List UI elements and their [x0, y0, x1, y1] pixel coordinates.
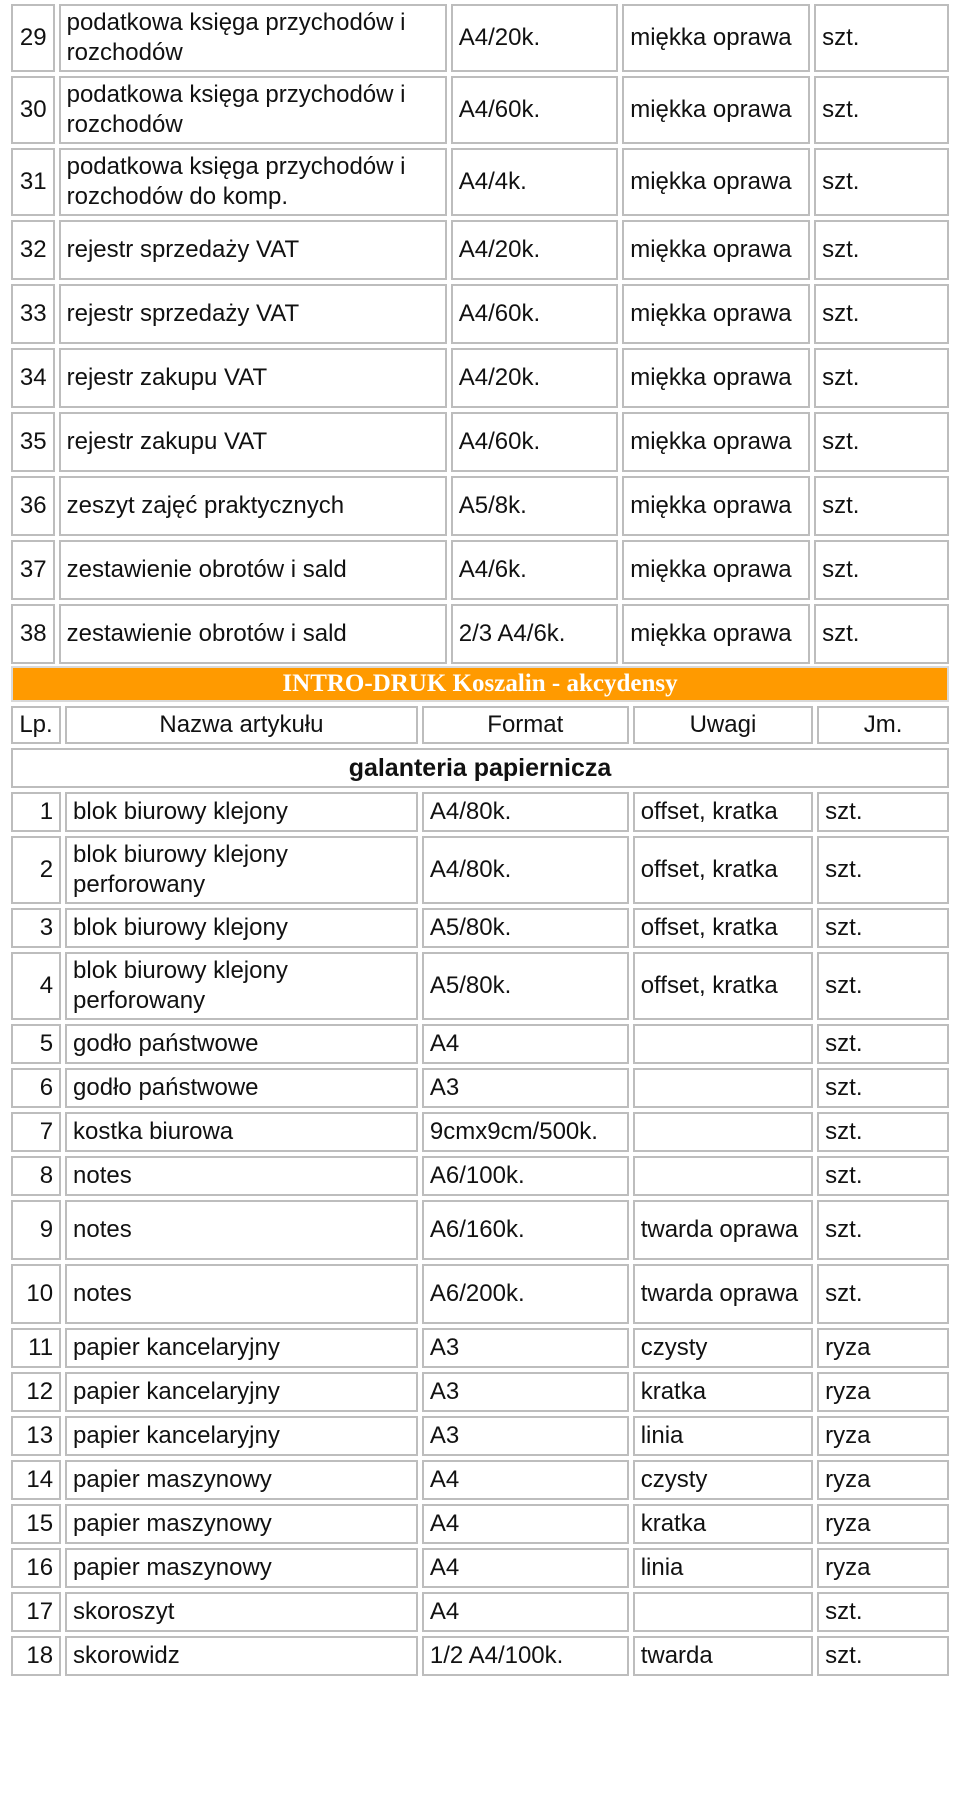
cell-name: papier maszynowy: [65, 1460, 418, 1500]
cell-name: skorowidz: [65, 1636, 418, 1676]
cell-lp: 33: [11, 284, 55, 344]
cell-notes: [633, 1024, 813, 1064]
cell-format: A4: [422, 1548, 629, 1588]
cell-unit: szt.: [817, 1200, 949, 1260]
cell-name: papier kancelaryjny: [65, 1372, 418, 1412]
cell-lp: 11: [11, 1328, 61, 1368]
cell-unit: ryza: [817, 1416, 949, 1456]
section-heading-row: [11, 748, 949, 788]
cell-lp: 30: [11, 76, 55, 144]
cell-name: notes: [65, 1200, 418, 1260]
section-title: galanteria papiernicza: [11, 748, 949, 788]
table-row: [11, 1328, 949, 1368]
table-row: [11, 1024, 949, 1064]
cell-name: zeszyt zajęć praktycznych: [59, 476, 447, 536]
cell-lp: 16: [11, 1548, 61, 1588]
cell-notes: miękka oprawa: [622, 348, 810, 408]
cell-name: notes: [65, 1264, 418, 1324]
cell-name: zestawienie obrotów i sald: [59, 604, 447, 664]
cell-lp: 3: [11, 908, 61, 948]
cell-unit: szt.: [817, 836, 949, 904]
cell-unit: ryza: [817, 1548, 949, 1588]
price-list-page: [7, 0, 953, 1680]
cell-unit: ryza: [817, 1372, 949, 1412]
cell-format: A4/60k.: [451, 76, 619, 144]
cell-unit: szt.: [817, 908, 949, 948]
cell-notes: offset, kratka: [633, 836, 813, 904]
cell-name: godło państwowe: [65, 1068, 418, 1108]
cell-name: rejestr sprzedaży VAT: [59, 284, 447, 344]
table-row: [11, 284, 949, 344]
cell-name: rejestr sprzedaży VAT: [59, 220, 447, 280]
cell-name: skoroszyt: [65, 1592, 418, 1632]
cell-lp: 14: [11, 1460, 61, 1500]
table-row: [11, 540, 949, 600]
table-row: [11, 1372, 949, 1412]
cell-format: A5/8k.: [451, 476, 619, 536]
cell-lp: 17: [11, 1592, 61, 1632]
table-row: [11, 1636, 949, 1676]
cell-format: A4: [422, 1504, 629, 1544]
cell-format: A4: [422, 1024, 629, 1064]
cell-unit: szt.: [817, 1024, 949, 1064]
cell-notes: miękka oprawa: [622, 476, 810, 536]
cell-unit: szt.: [817, 792, 949, 832]
cell-notes: linia: [633, 1416, 813, 1456]
header-unit: Jm.: [817, 706, 949, 744]
price-list-table-bottom: [7, 662, 953, 1680]
table-row: [11, 1548, 949, 1588]
header-notes: Uwagi: [633, 706, 813, 744]
table-row: [11, 1156, 949, 1196]
banner-title: INTRO-DRUK Koszalin - akcydensy: [11, 666, 949, 702]
cell-lp: 9: [11, 1200, 61, 1260]
table-row: [11, 1264, 949, 1324]
header-lp: Lp.: [11, 706, 61, 744]
cell-format: A4: [422, 1460, 629, 1500]
cell-notes: miękka oprawa: [622, 540, 810, 600]
cell-unit: szt.: [814, 76, 949, 144]
table-row: [11, 1068, 949, 1108]
cell-notes: miękka oprawa: [622, 148, 810, 216]
cell-lp: 8: [11, 1156, 61, 1196]
cell-lp: 6: [11, 1068, 61, 1108]
table-row: [11, 1460, 949, 1500]
cell-lp: 29: [11, 4, 55, 72]
cell-name: godło państwowe: [65, 1024, 418, 1064]
cell-lp: 37: [11, 540, 55, 600]
cell-unit: ryza: [817, 1328, 949, 1368]
cell-notes: linia: [633, 1548, 813, 1588]
cell-unit: szt.: [814, 148, 949, 216]
bottom-rows: [11, 792, 949, 1676]
cell-notes: twarda oprawa: [633, 1264, 813, 1324]
table-row: [11, 412, 949, 472]
cell-notes: twarda: [633, 1636, 813, 1676]
cell-unit: szt.: [817, 1636, 949, 1676]
cell-name: notes: [65, 1156, 418, 1196]
header-name: Nazwa artykułu: [65, 706, 418, 744]
cell-notes: czysty: [633, 1460, 813, 1500]
cell-unit: ryza: [817, 1504, 949, 1544]
cell-unit: szt.: [814, 4, 949, 72]
cell-name: rejestr zakupu VAT: [59, 348, 447, 408]
price-list-table-top: [7, 0, 953, 668]
header-format: Format: [422, 706, 629, 744]
table-row: [11, 1504, 949, 1544]
cell-format: A4/60k.: [451, 412, 619, 472]
table-row: [11, 792, 949, 832]
table-row: [11, 476, 949, 536]
cell-name: blok biurowy klejony perforowany: [65, 836, 418, 904]
cell-unit: szt.: [814, 476, 949, 536]
cell-format: A4/20k.: [451, 220, 619, 280]
cell-notes: [633, 1068, 813, 1108]
cell-notes: miękka oprawa: [622, 604, 810, 664]
cell-unit: szt.: [817, 1112, 949, 1152]
cell-format: A4/60k.: [451, 284, 619, 344]
cell-lp: 4: [11, 952, 61, 1020]
cell-name: rejestr zakupu VAT: [59, 412, 447, 472]
cell-lp: 15: [11, 1504, 61, 1544]
cell-lp: 10: [11, 1264, 61, 1324]
cell-unit: szt.: [817, 1156, 949, 1196]
cell-unit: szt.: [817, 952, 949, 1020]
cell-name: papier maszynowy: [65, 1548, 418, 1588]
cell-lp: 35: [11, 412, 55, 472]
cell-lp: 18: [11, 1636, 61, 1676]
cell-notes: [633, 1112, 813, 1152]
cell-format: A4/80k.: [422, 836, 629, 904]
cell-unit: szt.: [814, 284, 949, 344]
cell-unit: szt.: [817, 1264, 949, 1324]
cell-unit: ryza: [817, 1460, 949, 1500]
cell-lp: 2: [11, 836, 61, 904]
cell-format: A4: [422, 1592, 629, 1632]
cell-unit: szt.: [814, 540, 949, 600]
cell-format: A3: [422, 1416, 629, 1456]
cell-lp: 36: [11, 476, 55, 536]
cell-format: A5/80k.: [422, 952, 629, 1020]
cell-name: podatkowa księga przychodów i rozchodów: [59, 76, 447, 144]
cell-name: kostka biurowa: [65, 1112, 418, 1152]
cell-notes: kratka: [633, 1372, 813, 1412]
cell-notes: offset, kratka: [633, 908, 813, 948]
cell-notes: miękka oprawa: [622, 220, 810, 280]
table-row: [11, 1416, 949, 1456]
cell-name: papier kancelaryjny: [65, 1328, 418, 1368]
cell-lp: 38: [11, 604, 55, 664]
cell-lp: 5: [11, 1024, 61, 1064]
cell-lp: 12: [11, 1372, 61, 1412]
cell-notes: [633, 1592, 813, 1632]
table-row: [11, 4, 949, 72]
cell-format: 2/3 A4/6k.: [451, 604, 619, 664]
cell-format: A3: [422, 1068, 629, 1108]
cell-notes: twarda oprawa: [633, 1200, 813, 1260]
table-row: [11, 348, 949, 408]
cell-unit: szt.: [817, 1068, 949, 1108]
cell-unit: szt.: [814, 220, 949, 280]
table-row: [11, 1112, 949, 1152]
cell-notes: miękka oprawa: [622, 4, 810, 72]
cell-notes: miękka oprawa: [622, 412, 810, 472]
cell-notes: miękka oprawa: [622, 284, 810, 344]
cell-unit: szt.: [817, 1592, 949, 1632]
cell-format: A6/100k.: [422, 1156, 629, 1196]
table-row: [11, 76, 949, 144]
cell-lp: 31: [11, 148, 55, 216]
cell-lp: 13: [11, 1416, 61, 1456]
cell-format: A4/80k.: [422, 792, 629, 832]
cell-lp: 1: [11, 792, 61, 832]
cell-notes: czysty: [633, 1328, 813, 1368]
cell-format: A3: [422, 1372, 629, 1412]
cell-name: zestawienie obrotów i sald: [59, 540, 447, 600]
cell-format: 9cmx9cm/500k.: [422, 1112, 629, 1152]
cell-lp: 34: [11, 348, 55, 408]
table-row: [11, 220, 949, 280]
cell-format: 1/2 A4/100k.: [422, 1636, 629, 1676]
cell-name: blok biurowy klejony: [65, 792, 418, 832]
cell-format: A4/20k.: [451, 348, 619, 408]
table-row: [11, 604, 949, 664]
cell-unit: szt.: [814, 412, 949, 472]
table-row: [11, 952, 949, 1020]
cell-format: A4/20k.: [451, 4, 619, 72]
table-row: [11, 908, 949, 948]
cell-name: blok biurowy klejony: [65, 908, 418, 948]
cell-format: A4/4k.: [451, 148, 619, 216]
cell-format: A4/6k.: [451, 540, 619, 600]
cell-lp: 7: [11, 1112, 61, 1152]
cell-notes: offset, kratka: [633, 792, 813, 832]
top-rows: [11, 4, 949, 664]
cell-name: papier maszynowy: [65, 1504, 418, 1544]
cell-notes: [633, 1156, 813, 1196]
cell-format: A5/80k.: [422, 908, 629, 948]
table-row: [11, 1592, 949, 1632]
table-row: [11, 836, 949, 904]
company-banner: [11, 666, 949, 702]
cell-format: A3: [422, 1328, 629, 1368]
cell-name: podatkowa księga przychodów i rozchodów do komp.: [59, 148, 447, 216]
cell-name: blok biurowy klejony perforowany: [65, 952, 418, 1020]
cell-format: A6/160k.: [422, 1200, 629, 1260]
table-row: [11, 1200, 949, 1260]
cell-notes: offset, kratka: [633, 952, 813, 1020]
table-row: [11, 148, 949, 216]
cell-notes: miękka oprawa: [622, 76, 810, 144]
cell-name: podatkowa księga przychodów i rozchodów: [59, 4, 447, 72]
cell-format: A6/200k.: [422, 1264, 629, 1324]
cell-unit: szt.: [814, 604, 949, 664]
cell-lp: 32: [11, 220, 55, 280]
cell-notes: kratka: [633, 1504, 813, 1544]
cell-name: papier kancelaryjny: [65, 1416, 418, 1456]
cell-unit: szt.: [814, 348, 949, 408]
column-header-row: [11, 706, 949, 744]
